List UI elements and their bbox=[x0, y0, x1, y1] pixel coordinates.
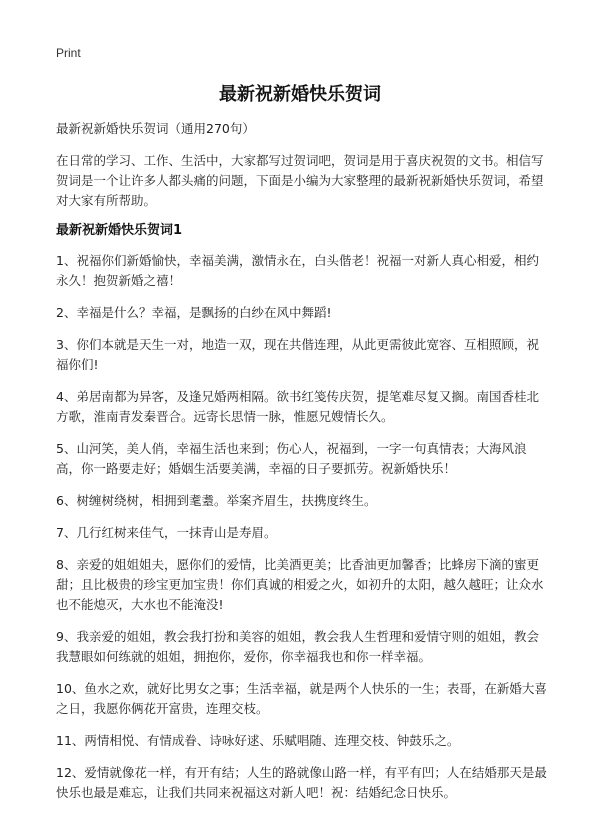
subtitle: 最新祝新婚快乐贺词（通用270句） bbox=[56, 121, 255, 136]
print-link[interactable]: Print bbox=[56, 46, 81, 60]
greeting-item-2: 2、幸福是什么？幸福，是飘扬的白纱在风中舞蹈! bbox=[56, 305, 332, 320]
greeting-item-12: 12、爱情就像花一样，有开有结；人生的路就像山路一样，有平有凹；人在结婚那天是最快乐也最是难忘，让我们共同来祝福这对新人吧！祝：结婚纪念日快乐。 bbox=[56, 765, 547, 800]
greeting-item-1: 1、祝福你们新婚愉快，幸福美满，激情永在，白头偕老！祝福一对新人真心相爱，相约永久！抱贺新婚之禧！ bbox=[56, 253, 539, 288]
greeting-item-3: 3、你们本就是天生一对，地造一双，现在共偕连理，从此更需彼此宽容、互相照顾，祝福你们! bbox=[56, 337, 539, 372]
page-title: 最新祝新婚快乐贺词 bbox=[219, 84, 381, 105]
section-heading: 最新祝新婚快乐贺词1 bbox=[56, 223, 183, 238]
greeting-item-9: 9、我亲爱的姐姐，教会我打扮和美容的姐姐，教会我人生哲理和爱情守则的姐姐，教会我慧眼如何练就的姐姐，拥抱你，爱你，你幸福我也和你一样幸福。 bbox=[56, 629, 539, 664]
greeting-item-4: 4、弟居南都为异客，及逢兄婚两相隔。欲书红笺传庆贺，提笔难尽复又搁。南国香桂北方歌，淮南青发秦晋合。远寄长思情一脉，惟愿兄嫂情长久。 bbox=[56, 389, 539, 424]
greeting-item-6: 6、树缠树绕树，相拥到耄耋。举案齐眉生，扶携度终生。 bbox=[56, 493, 377, 508]
greeting-item-7: 7、几行红树来佳气，一抹青山是寿眉。 bbox=[56, 525, 277, 540]
intro-paragraph: 在日常的学习、工作、生活中，大家都写过贺词吧，贺词是用于喜庆祝贺的文书。相信写贺词是一个让许多人都头痛的问题，下面是小编为大家整理的最新祝新婚快乐贺词，希望对大家有所帮助。 bbox=[56, 153, 544, 208]
greeting-item-5: 5、山河笑，美人俏，幸福生活也来到；伤心人，祝福到，一字一句真情表；大海风浪高，你一路要走好；婚姻生活要美满，幸福的日子要抓劳。祝新婚快乐！ bbox=[56, 441, 527, 476]
greeting-item-11: 11、两情相悦、有情成眷、诗咏好逑、乐赋唱随、连理交枝、钟鼓乐之。 bbox=[56, 733, 460, 748]
article-body bbox=[56, 119, 550, 815]
greeting-item-10: 10、鱼水之欢，就好比男女之事；生活幸福，就是两个人快乐的一生；表哥，在新婚大喜之日，我愿你俩花开富贵，连理交枝。 bbox=[56, 681, 547, 716]
greeting-item-8: 8、亲爱的姐姐姐夫，愿你们的爱情，比美酒更美；比香油更加馨香；比蜂房下滴的蜜更甜；且比极贵的珍宝更加宝贵！你们真诚的相爱之火，如初升的太阳，越久越旺；让众水也不能熄灭，大水也不能淹没! bbox=[56, 557, 544, 612]
